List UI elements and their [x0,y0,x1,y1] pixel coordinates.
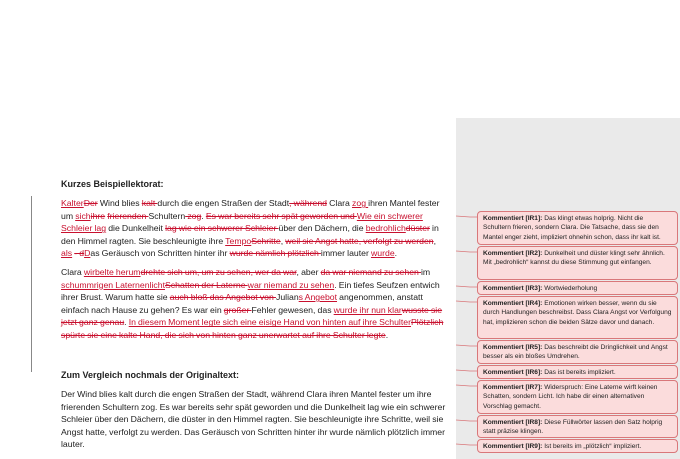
text-run: immer lauter [320,248,371,259]
text-run: die Dunkelheit [106,223,166,234]
comment-author: Kommentiert [IR4]: [483,300,543,307]
text-run: Fehler gewesen, das [251,304,334,315]
comment-author: Kommentiert [IR8]: [483,419,543,426]
comment-author: Kommentiert [IR2]: [483,250,543,257]
tracked-deletion: ihre [90,210,106,221]
tracked-deletion: , während [289,198,328,208]
comment-text: Widerspruch: Eine Laterne wirft keinen Schatten, sondern Licht. Ich habe dir einen alternativen Vorschlag gemacht. [483,384,658,410]
comment-author: Kommentiert [IR1]: [483,215,543,222]
text-run: Clara [61,266,84,277]
tracked-insertion: In diesem Moment legte sich eine eisige Hand von hinten auf ihre Schulter [128,317,411,328]
tracked-deletion: düster [405,223,430,234]
text-run: . [385,329,389,340]
text-run: Clara [327,198,353,208]
example-section [61,178,447,348]
tracked-insertion: Kalter [61,198,84,208]
text-run: . Ein tiefes Seufzen entwich ihrer Brust. Warum hatte sie [61,279,440,303]
text-run: . [394,248,398,259]
tracked-insertion: wirbelte herum [83,266,141,277]
comment-text: Dunkelheit und düster klingt sehr ähnlich. Mit „bedrohlich“ kannst du diese Stimmung gut einfangen. [483,250,665,267]
text-run: . [201,210,206,221]
comment-text: Ist bereits im „plötzlich“ impliziert. [544,443,642,450]
text-run: über den Dächern, die [278,223,366,234]
comment-author: Kommentiert [IR9]: [483,443,543,450]
text-run: as Geräusch von Schritten hinter ihr [90,248,230,259]
text-run: . [124,317,129,328]
text-run: Julian [275,292,299,303]
comment-author: Kommentiert [IR5]: [483,344,543,351]
edited-paragraph-2[interactable] [61,266,447,342]
tracked-deletion: großer [223,304,252,315]
comment-ir4[interactable] [477,296,678,339]
comment-ir5[interactable] [477,340,678,364]
original-section [61,369,447,457]
tracked-deletion: drehte sich um, [140,266,202,277]
tracked-deletion: lag wie ein schwerer Schleier [165,223,279,234]
tracked-deletion: - d [74,248,85,259]
tracked-insertion: als [61,248,73,259]
tracked-deletion: das Angebot von [209,292,276,303]
comment-ir9[interactable] [477,439,678,453]
text-run: ihren Mantel fester um [61,198,440,221]
tracked-deletion: Schritte [251,235,281,246]
tracked-insertion: war niemand zu sehen [247,279,335,290]
comment-ir6[interactable] [477,365,678,379]
tracked-deletion: weil sie Angst hatte, verfolgt zu werden [285,235,434,246]
edited-paragraph-1[interactable] [61,197,447,260]
comment-ir3[interactable] [477,281,678,295]
tracked-insertion: bedrohlich [365,223,406,234]
text-run: in den Himmel ragten. Sie beschleunigte ihre [61,223,439,246]
comment-text: Das klingt etwas holprig. Nicht die Schultern frieren, sondern Clara. Die Tatsache, dass sie den Mantel enger zieht, impliziert ohnehin schon, dass ihr kalt ist. [483,215,661,241]
original-heading: Zum Vergleich nochmals der Originaltext: [61,370,240,380]
tracked-deletion: Plötzlich spürte sie eine kalte Hand, die sich von hinten [61,317,444,340]
tracked-deletion: um zu sehen, wer da war [201,266,297,277]
tracked-deletion: frierenden [107,210,149,221]
tracked-insertion: Tempo [225,235,252,246]
tracked-deletion: kalt [141,198,158,208]
tracked-deletion: zog [185,210,202,221]
text-run: Wind blies [97,198,142,208]
tracked-deletion: auf ihre Schulter legte [302,329,386,340]
tracked-deletion: auch bloß [169,292,210,303]
tracked-insertion: D [84,248,91,259]
tracked-deletion: wurde nämlich plötzlich [229,248,321,259]
text-run: durch die engen Straßen der Stadt [157,198,290,208]
comment-text: Wortwiederholung [544,285,598,292]
tracked-insertion: Wie ein schwerer Schleier lag [61,210,423,234]
text-run: , aber [296,266,321,277]
comment-text: Das beschreibt die Dringlichkeit und Angst besser als ein bloßes Umdrehen. [483,344,668,361]
tracked-deletion: wusste sie jetzt ganz genau [61,304,443,328]
comment-text: Diese Füllwörter lassen den Satz holprig statt präzise klingen. [483,419,663,436]
comment-ir7[interactable] [477,380,678,414]
tracked-deletion: Es war bereits sehr spät geworden und [205,210,357,221]
example-heading: Kurzes Beispiellektorat: [61,179,164,189]
tracked-insertion: s Angebot [298,292,338,303]
text-run: im [420,266,431,277]
tracked-insertion: schummrigen Laternenlicht [61,279,166,290]
comment-text: Emotionen wirken besser, wenn du sie durch Handlungen beschreibst. Dass Clara Angst vor Verfolgung hat, implizieren schon die beiden Sätze davor und danach. [483,300,672,326]
tracked-deletion: ganz unerwartet [237,329,303,340]
text-run: , [280,235,286,246]
comment-ir1[interactable] [477,211,678,245]
tracked-insertion: wurde [370,248,395,259]
text-run: , [433,235,437,246]
change-bar [31,196,32,372]
tracked-insertion: sich [75,210,91,221]
comment-author: Kommentiert [IR7]: [483,384,543,391]
text-run: Schultern [148,210,186,221]
tracked-insertion: wurde ihr nun klar [333,304,402,315]
tracked-deletion: da war niemand zu sehen [320,266,421,277]
text-run: angenommen, anstatt einfach nach Hause zu gehen? Es war ein [61,292,423,315]
tracked-deletion: Der [83,198,98,208]
comment-author: Kommentiert [IR3]: [483,285,543,292]
tracked-deletion: Schatten der Laterne [165,279,248,290]
comment-text: Das ist bereits impliziert. [544,369,616,376]
tracked-insertion: zog [352,198,369,208]
comment-author: Kommentiert [IR6]: [483,369,543,376]
original-paragraph[interactable]: Der Wind blies kalt durch die engen Straßen der Stadt, während Clara ihren Mantel fester um ihre frierenden Schultern zog. Es war bereits sehr spät geworden und die Dunkelheit lag wie ein schwerer Schleier über den Dächern, die düster in den Himmel ragten. Sie beschleunigte ihre Schritte, weil sie Angst hatte, verfolgt zu werden. Das Geräusch von Schritten hinter ihr wurde nämlich plötzlich immer lauter. [61,389,446,450]
comment-ir2[interactable] [477,246,678,280]
comment-ir8[interactable] [477,415,678,438]
